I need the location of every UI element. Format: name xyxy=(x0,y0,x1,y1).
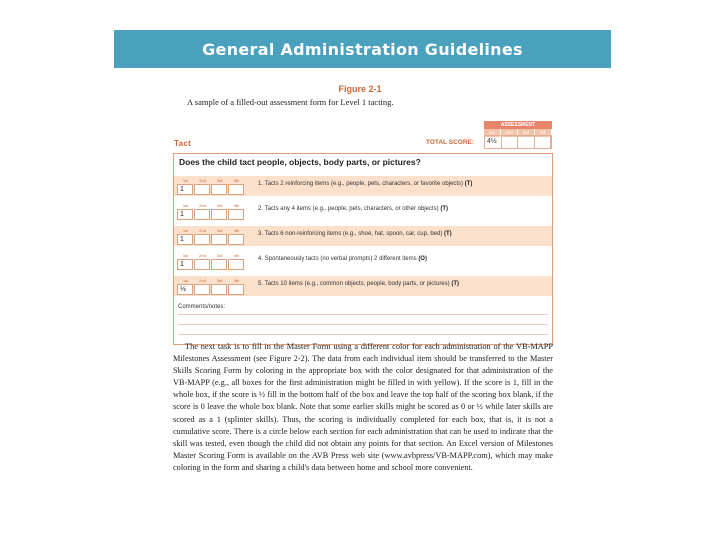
comment-line[interactable] xyxy=(178,324,548,325)
page-header-banner xyxy=(114,30,611,68)
score-cell[interactable] xyxy=(228,209,244,220)
score-col-label: 1st xyxy=(182,203,189,208)
score-cell[interactable]: 1 xyxy=(177,234,193,245)
assessment-form xyxy=(173,153,553,345)
total-score-cell xyxy=(502,136,519,148)
form-question: Does the child tact people, objects, body parts, or pictures? xyxy=(179,157,421,167)
score-cell[interactable]: ½ xyxy=(177,284,193,295)
score-cell[interactable] xyxy=(194,234,210,245)
score-cell[interactable] xyxy=(194,209,210,220)
score-cell[interactable] xyxy=(228,259,244,270)
score-cell[interactable] xyxy=(194,184,210,195)
score-col-label: 2nd xyxy=(199,178,206,183)
total-score-boxes xyxy=(484,135,552,149)
score-col-label: 4th xyxy=(233,228,240,233)
assessment-col: 3rd xyxy=(518,129,535,137)
score-cell[interactable] xyxy=(211,184,227,195)
assessment-col: 1st xyxy=(484,129,501,137)
body-text: The next task is to fill in the Master Form using a different color for each administration of the VB-MAPP Milestones Assessment (see Figure 2-2). The data from each individual item should be transferred to the Master Skills Scoring Form by coloring in the appropriate box with the color designated for that administration of the VB-MAPP (e.g., all boxes for the first administration might be filled in with yellow). If the score is 1, fill in the whole box, if the score is ½ fill in the bottom half of the box and leave the top half of the scoring box blank, if the score is 0 leave the whole box blank. Note that some earlier skills might be scored as 0 or ½ while later skills are scored as a 1 (splinter skills). Thus, the scoring is individually completed for each box, that is, it is not a cumulative score. There is a circle below each section for each administration that can be used to indicate that the skill was tested, even though the child did not obtain any points for that section. An Excel version of Milestones Master Scoring Form is available on the AVB Press web site (www.avbpress/VB-MAPP.com), which may make coloring in the form and sharing a child's data between home and school more convenient. xyxy=(173,342,553,472)
score-col-label: 1st xyxy=(182,178,189,183)
form-item xyxy=(174,226,552,246)
score-col-label: 3rd xyxy=(216,178,223,183)
score-col-label: 1st xyxy=(182,278,189,283)
score-cell[interactable]: 1 xyxy=(177,184,193,195)
item-text: 1. Tacts 2 reinforcing items (e.g., people, pets, characters, or favorite objects) (T) xyxy=(258,181,473,187)
score-cell[interactable] xyxy=(211,259,227,270)
score-cell[interactable] xyxy=(211,209,227,220)
score-col-label: 2nd xyxy=(199,203,206,208)
score-col-label: 4th xyxy=(233,203,240,208)
comments-label: Comments/notes: xyxy=(178,304,226,310)
form-item xyxy=(174,251,552,271)
score-col-label: 2nd xyxy=(199,228,206,233)
assessment-label: ASSESSMENT xyxy=(484,121,552,129)
total-score-cell xyxy=(518,136,535,148)
score-box xyxy=(177,227,245,245)
score-cell[interactable] xyxy=(228,234,244,245)
assessment-col: 2nd xyxy=(501,129,518,137)
total-score-label: TOTAL SCORE: xyxy=(426,139,475,146)
body-paragraph xyxy=(173,341,553,474)
score-box xyxy=(177,202,245,220)
score-col-label: 1st xyxy=(182,253,189,258)
score-col-label: 1st xyxy=(182,228,189,233)
score-cell[interactable]: 1 xyxy=(177,259,193,270)
score-cell[interactable]: 1 xyxy=(177,209,193,220)
score-cell[interactable] xyxy=(194,259,210,270)
score-col-label: 3rd xyxy=(216,253,223,258)
item-text: 4. Spontaneously tacts (no verbal prompts) 2 different items (O) xyxy=(258,256,427,262)
score-col-label: 4th xyxy=(233,178,240,183)
score-box xyxy=(177,277,245,295)
score-col-label: 3rd xyxy=(216,278,223,283)
form-item xyxy=(174,276,552,296)
comment-line[interactable] xyxy=(178,334,548,335)
item-text: 5. Tacts 10 items (e.g., common objects, people, body parts, or pictures) (T) xyxy=(258,281,459,287)
score-col-label: 3rd xyxy=(216,228,223,233)
score-cell[interactable] xyxy=(211,284,227,295)
score-col-label: 2nd xyxy=(199,278,206,283)
comment-line[interactable] xyxy=(178,314,548,315)
score-cell[interactable] xyxy=(228,284,244,295)
item-text: 3. Tacts 6 non-reinforcing items (e.g., shoe, hat, spoon, car, cup, bed) (T) xyxy=(258,231,452,237)
score-col-label: 4th xyxy=(233,278,240,283)
form-item xyxy=(174,176,552,196)
score-col-label: 4th xyxy=(233,253,240,258)
score-box xyxy=(177,177,245,195)
total-score-cell xyxy=(535,136,552,148)
item-text: 2. Tacts any 4 items (e.g., people, pets, characters, or other objects) (T) xyxy=(258,206,448,212)
score-cell[interactable] xyxy=(211,234,227,245)
assessment-col: 4th xyxy=(535,129,552,137)
figure-caption: A sample of a filled-out assessment form for Level 1 tacting. xyxy=(187,97,394,107)
score-col-label: 2nd xyxy=(199,253,206,258)
score-cell[interactable] xyxy=(194,284,210,295)
figure-number: Figure 2-1 xyxy=(338,84,382,94)
page-title: General Administration Guidelines xyxy=(202,39,523,59)
total-score-cell: 4½ xyxy=(485,136,502,148)
section-label: Tact xyxy=(174,139,192,148)
score-box xyxy=(177,252,245,270)
score-col-label: 3rd xyxy=(216,203,223,208)
form-item xyxy=(174,201,552,221)
score-cell[interactable] xyxy=(228,184,244,195)
